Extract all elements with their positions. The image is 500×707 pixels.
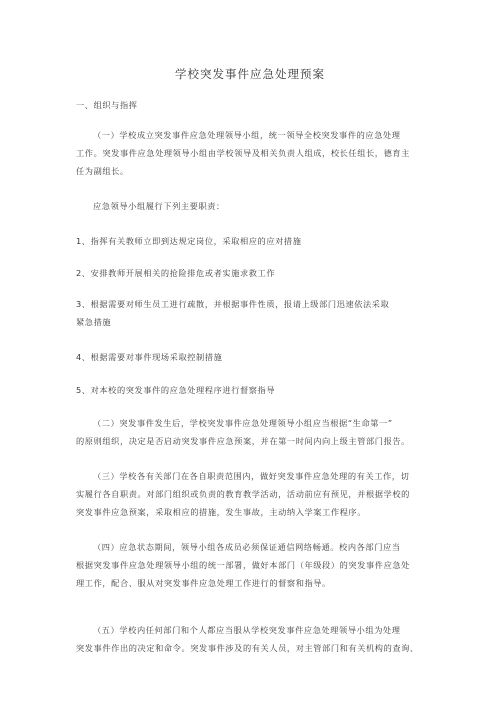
paragraph-line: （四）应急状态期间，领导小组各成员必须保证通信网络畅通。校内各部门应当 — [93, 542, 401, 552]
duty-item-2: 2、安排教师开展相关的抢险排危或者实施求救工作 — [76, 268, 276, 278]
paragraph-line: （三）学校各有关部门在各自职责范围内，做好突发事件应急处理的有关工作，切 — [93, 471, 410, 481]
paragraph-line: 3、根据需要对师生员工进行疏散，并根据事件性质，报请上级部门迅速依法采取 — [76, 299, 390, 309]
paragraph-line: 理工作，配合、服从对突发事件应急处理工作进行的督察和指导。 — [76, 578, 331, 588]
paragraph-line: 工作。突发事件应急处理领导小组由学校领导及相关负责人组成，校长任组长，德育主 — [76, 148, 410, 158]
paragraph-line: 紧急措施 — [76, 317, 112, 327]
paragraph-5 — [76, 538, 433, 592]
paragraph-line: 根据突发事件应急处理领导小组的统一部署，做好本部门（年级段）的突发事件应急处 — [76, 560, 410, 570]
paragraph-line: 任为副组长。 — [76, 166, 129, 176]
duty-item-1: 1、指挥有关教师立即到达规定岗位，采取相应的应对措施 — [76, 236, 302, 246]
paragraph-3 — [76, 414, 433, 450]
paragraph-line: 的原则组织，决定是否启动突发事件应急预案，并在第一时间内向上级主管部门报告。 — [76, 436, 410, 446]
paragraph-line: 实履行各自职责。对部门组织或负责的教育教学活动，活动前应有预见，并根据学校的 — [76, 489, 410, 499]
duty-item-5: 5、对本校的突发事件的应急处理程序进行督察指导 — [76, 385, 276, 395]
duty-item-4: 4、根据需要对事件现场采取控制措施 — [76, 352, 223, 362]
paragraph-line: （五）学校内任何部门和个人都应当服从学校突发事件应急处理领导小组为处理 — [93, 625, 401, 635]
paragraph-6 — [76, 621, 433, 657]
paragraph-line: （二）突发事件发生后，学校突发事件应急处理领导小组应当根据“生命第一” — [93, 418, 393, 428]
paragraph-line: （一）学校成立突发事件应急处理领导小组，统一领导全校突发事件的应急处理 — [93, 130, 401, 140]
document-title: 学校突发事件应急处理预案 — [175, 67, 325, 81]
paragraph-2: 应急领导小组履行下列主要职责： — [93, 201, 225, 211]
section-heading: 一、组织与指挥 — [76, 100, 138, 110]
paragraph-line: 突发事件作出的决定和命令。突发事件涉及的有关人员，对主管部门和有关机构的查询、 — [76, 643, 419, 653]
paragraph-4 — [76, 467, 433, 521]
paragraph-line: 突发事件应急预案，采取相应的措施，发生事故，主动纳入学案工作程序。 — [76, 507, 366, 517]
duty-item-3 — [76, 295, 433, 331]
paragraph-1 — [76, 126, 433, 180]
